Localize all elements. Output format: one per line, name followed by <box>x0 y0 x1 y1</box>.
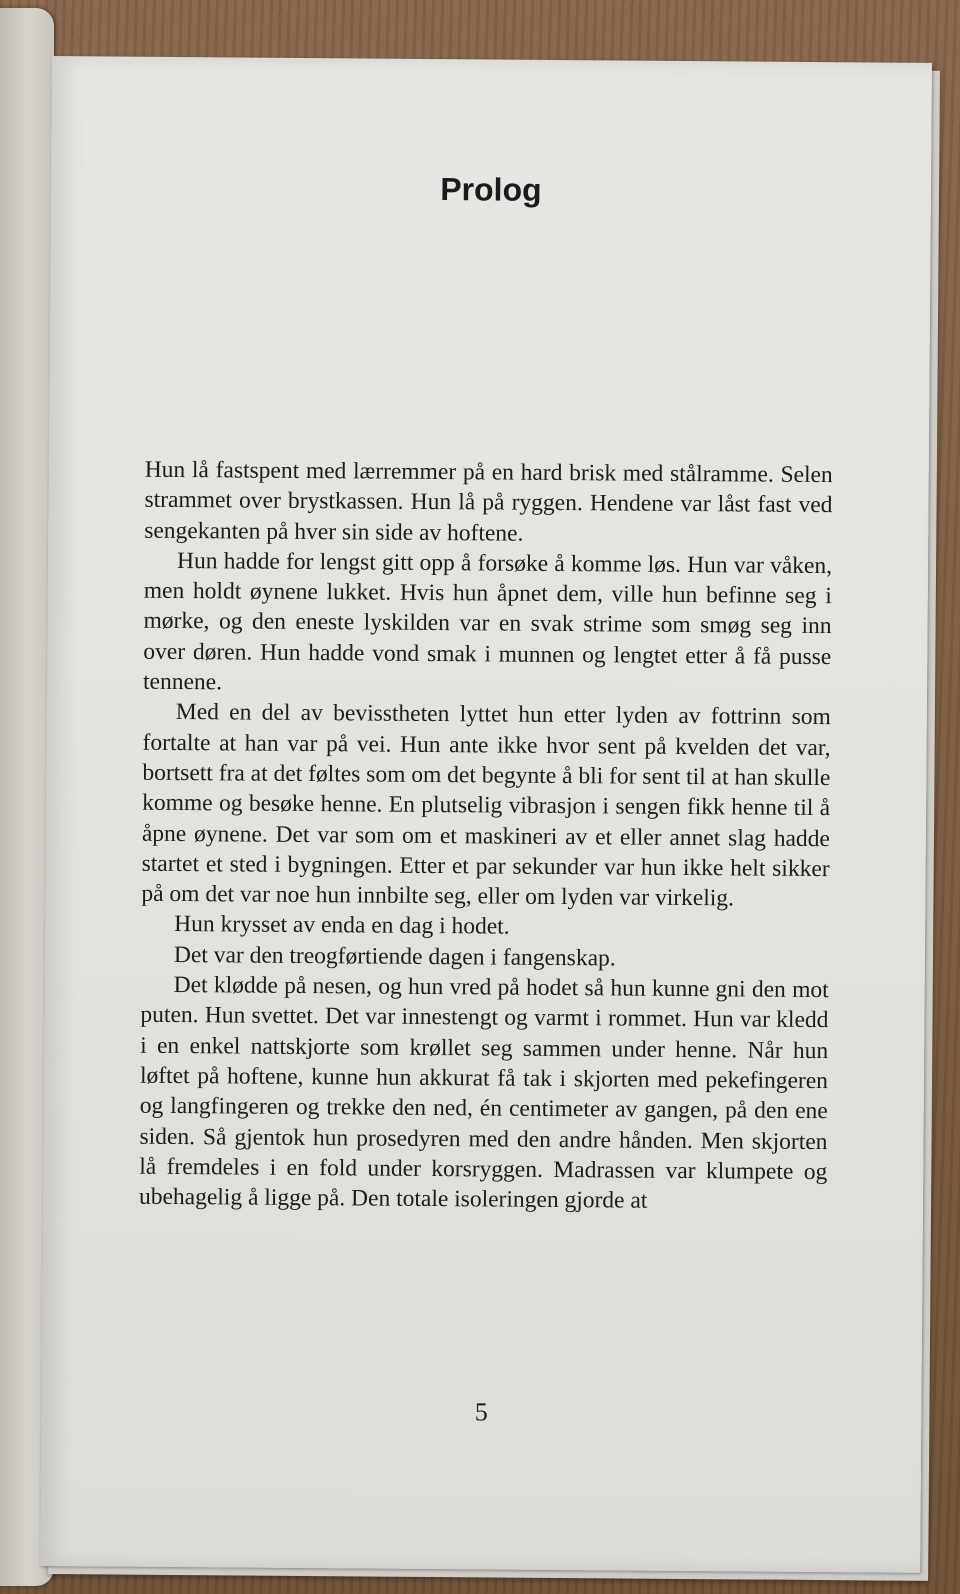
paragraph: Med en del av bevisstheten lyttet hun etter lyden av fottrinn som fortalte at han var på vei. Hun ante ikke hvor sent på kvelden det var, bortsett fra at det føltes som om det begynte å bli for sent til at han skulle komme og besøke henne. En plutselig vibrasjon i sengen fikk henne til å åpne øynene. Det var som om et maskineri av et eller annet slag hadde startet et sted i bygningen. Etter et par sekunder var hun ikke helt sikker på om det var noe hun innbilte seg, eller om lyden var virkelig. <box>141 699 831 912</box>
page-number: 5 <box>474 1397 488 1427</box>
paragraph: Hun hadde for lengst gitt opp å forsøke å komme løs. Hun var våken, men holdt øynene lukket. Hvis hun åpnet dem, ville hun befinne seg i mørke, og den eneste lyskilden var en svak strime som smøg seg inn over døren. Hun hadde vond smak i munnen og lengtet etter å få pusse tennene. <box>142 547 833 696</box>
book-page <box>40 56 932 1573</box>
paragraph: Det var den treogførtiende dagen i fangenskap. <box>173 941 616 972</box>
paragraph: Det klødde på nesen, og hun vred på hodet så hun kunne gni den mot puten. Hun svettet. Det var innestengt og varmt i rommet. Hun var kledd i en enkel nattskjorte som krøllet seg sammen under henne. Når hun løftet på hoftene, kunne hun akkurat få tak i skjorten med pekefingeren og langfingeren og trekke den ned, én centimeter av gangen, på den ene siden. Så gjentok hun prosedyren med den andre hånden. Men skjorten lå fremdeles i en fold under korsryggen. Madrassen var klumpete og ubehagelig å ligge på. Den totale isoleringen gjorde at <box>138 972 829 1214</box>
body-text <box>139 455 833 1218</box>
paragraph: Hun krysset av enda en dag i hodet. <box>174 911 510 941</box>
chapter-title: Prolog <box>440 171 542 208</box>
paragraph: Hun lå fastspent med lærremmer på en hard brisk med stålramme. Selen strammet over brystkassen. Hun lå på ryggen. Hendene var låst fast ved sengekanten på hver sin side av hoftene. <box>144 456 833 547</box>
